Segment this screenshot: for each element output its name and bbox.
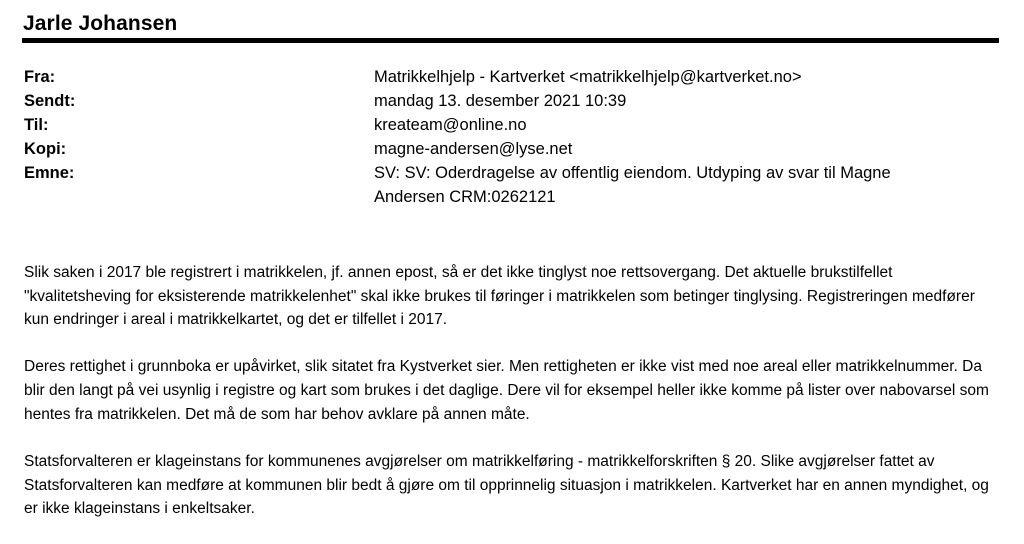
cc-label: Kopi: — [24, 140, 67, 158]
header-row-from — [24, 65, 984, 89]
subject-label: Emne: — [24, 164, 75, 182]
header-row-to — [24, 113, 984, 137]
header-row-subject — [24, 161, 984, 209]
from-value: Matrikkelhjelp - Kartverket <matrikkelhjelp@kartverket.no> — [374, 68, 802, 86]
header-divider — [22, 38, 999, 43]
email-headers — [24, 65, 984, 209]
body-paragraph: Statsforvalteren er klageinstans for kommunenes avgjørelser om matrikkelføring - matrikkelforskriften § 20. Slike avgjørelser fattet av Statsforvalteren kan medføre at kommunen blir bedt å gjøre om til opprinnelig situasjon i matrikkelen. Kartverket har en annen myndighet, og er ikke klageinstans i enkeltsaker. — [24, 452, 989, 518]
email-body — [24, 261, 994, 544]
subject-value: SV: SV: Oderdragelse av offentlig eiendom. Utdyping av svar til Magne Andersen CRM:0262121 — [374, 164, 891, 206]
from-label: Fra: — [24, 68, 56, 86]
to-value: kreateam@online.no — [374, 116, 527, 134]
to-label: Til: — [24, 116, 49, 134]
cc-value: magne-andersen@lyse.net — [374, 140, 573, 158]
body-paragraph: Deres rettighet i grunnboka er upåvirket, slik sitatet fra Kystverket sier. Men rettigheten er ikke vist med noe areal eller matrikkelnummer. Da blir den langt på vei usynlig i registre og kart som brukes i det daglige. Dere vil for eksempel heller ikke komme på lister over nabovarsel som hentes fra matrikkelen. Det må de som har behov avklare på annen måte. — [24, 358, 989, 423]
header-row-sent — [24, 89, 984, 113]
sent-value: mandag 13. desember 2021 10:39 — [374, 92, 627, 110]
body-paragraph: Slik saken i 2017 ble registrert i matrikkelen, jf. annen epost, så er det ikke tinglyst noe rettsovergang. Det aktuelle brukstilfellet "kvalitetsheving for eksisterende matrikkelenhet" skal ikke brukes til føringer i matrikkelen som betinger tinglysing. Registreringen medfører kun endringer i areal i matrikkelkartet, og det er tilfellet i 2017. — [24, 264, 975, 329]
sent-label: Sendt: — [24, 92, 76, 110]
sender-name: Jarle Johansen — [23, 12, 178, 35]
header-row-cc — [24, 137, 984, 161]
